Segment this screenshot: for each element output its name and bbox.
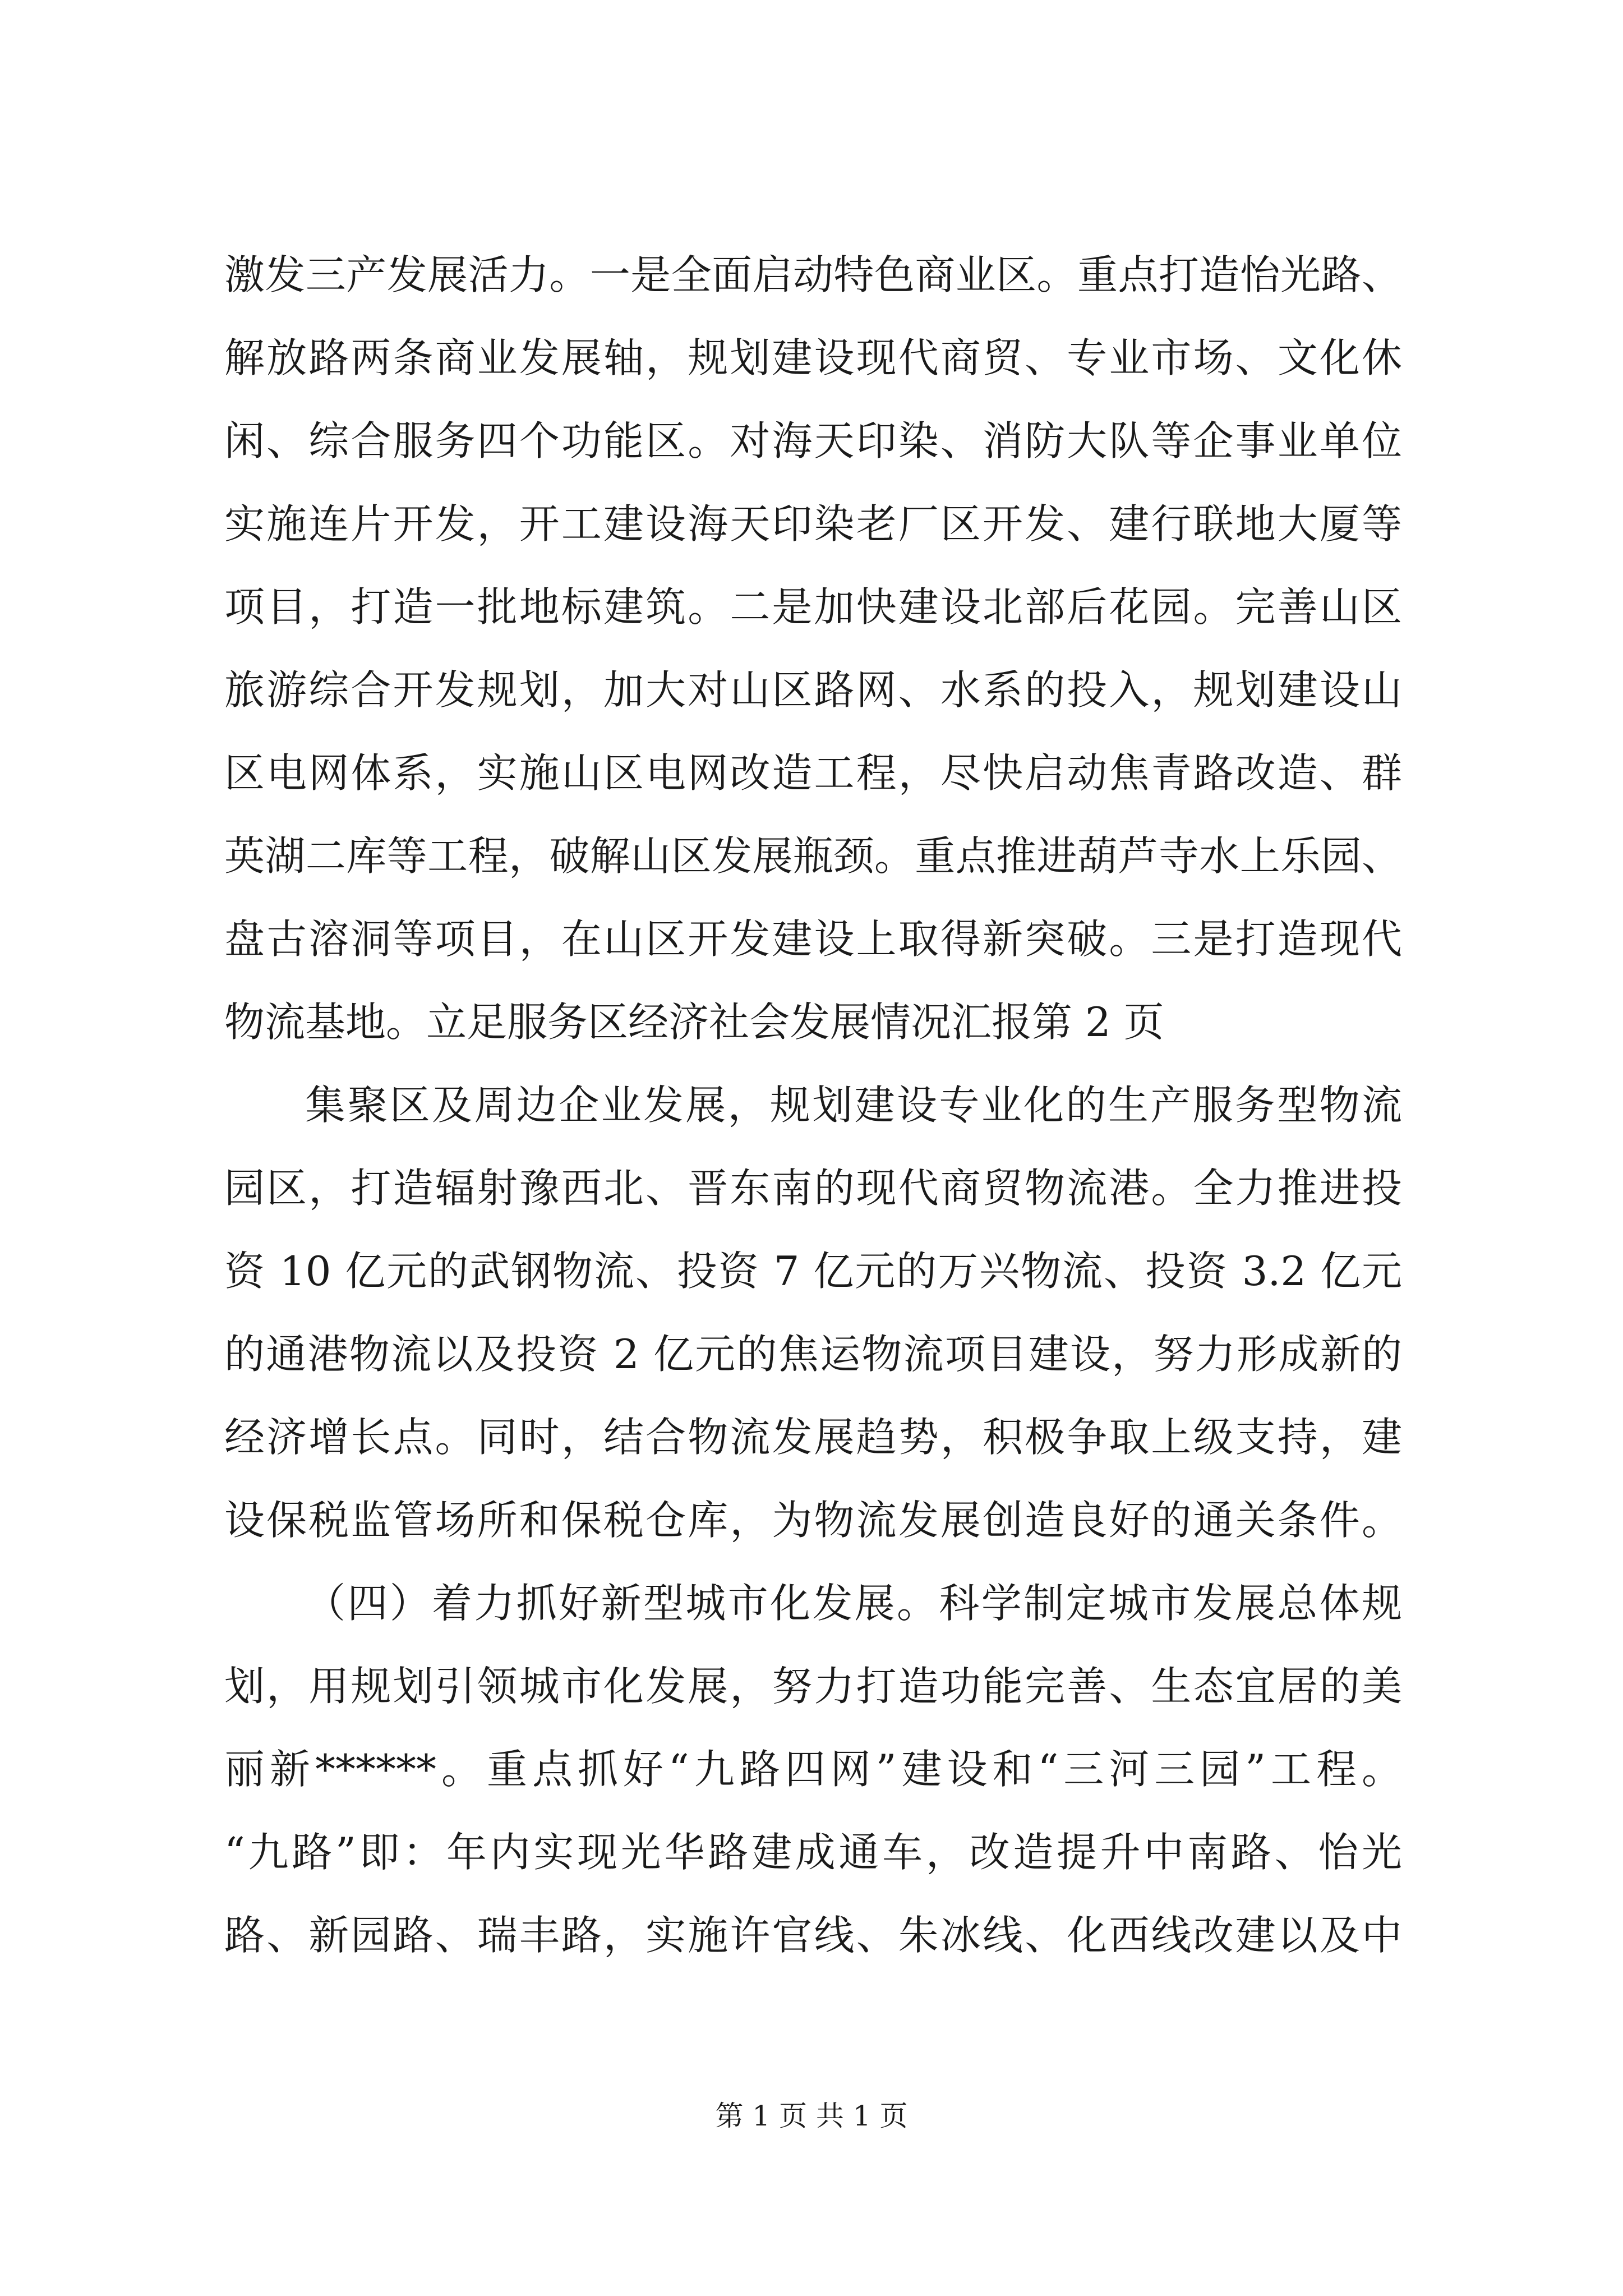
text-line: 园区，打造辐射豫西北、晋东南的现代商贸物流港。全力推进投 bbox=[224, 1165, 1402, 1212]
text-line: 物流基地。立足服务区经济社会发展情况汇报第 2 页 bbox=[224, 999, 1164, 1046]
text-line: 项目，打造一批地标建筑。二是加快建设北部后花园。完善山区 bbox=[224, 583, 1402, 631]
text-line: 激发三产发展活力。一是全面启动特色商业区。重点打造怡光路、 bbox=[224, 251, 1402, 298]
text-line: 实施连片开发，开工建设海天印染老厂区开发、建行联地大厦等 bbox=[224, 500, 1402, 547]
text-line: 集聚区及周边企业发展，规划建设专业化的生产服务型物流 bbox=[305, 1082, 1402, 1129]
text-line: （四）着力抓好新型城市化发展。科学制定城市发展总体规 bbox=[305, 1580, 1402, 1627]
text-line: 的通港物流以及投资 2 亿元的焦运物流项目建设，努力形成新的 bbox=[224, 1331, 1402, 1378]
text-line: 英湖二库等工程，破解山区发展瓶颈。重点推进葫芦寺水上乐园、 bbox=[224, 832, 1402, 880]
text-line: 设保税监管场所和保税仓库，为物流发展创造良好的通关条件。 bbox=[224, 1497, 1402, 1544]
text-line: 划，用规划引领城市化发展，努力打造功能完善、生态宜居的美 bbox=[224, 1663, 1402, 1710]
text-line: “九路”即：年内实现光华路建成通车，改造提升中南路、怡光 bbox=[224, 1829, 1402, 1876]
text-line: 旅游综合开发规划，加大对山区路网、水系的投入，规划建设山 bbox=[224, 666, 1402, 714]
text-line: 丽新******。重点抓好“九路四网”建设和“三河三园”工程。 bbox=[224, 1746, 1402, 1793]
text-line: 解放路两条商业发展轴，规划建设现代商贸、专业市场、文化休 bbox=[224, 334, 1402, 381]
text-line: 盘古溶洞等项目，在山区开发建设上取得新突破。三是打造现代 bbox=[224, 915, 1402, 963]
text-line: 区电网体系，实施山区电网改造工程，尽快启动焦青路改造、群 bbox=[224, 749, 1402, 797]
text-line: 闲、综合服务四个功能区。对海天印染、消防大队等企事业单位 bbox=[224, 417, 1402, 464]
text-line: 路、新园路、瑞丰路，实施许官线、朱冰线、化西线改建以及中 bbox=[224, 1912, 1402, 1959]
page-footer: 第 1 页 共 1 页 bbox=[715, 2100, 908, 2132]
text-line: 经济增长点。同时，结合物流发展趋势，积极争取上级支持，建 bbox=[224, 1414, 1402, 1461]
text-line: 资 10 亿元的武钢物流、投资 7 亿元的万兴物流、投资 3.2 亿元 bbox=[224, 1248, 1402, 1295]
